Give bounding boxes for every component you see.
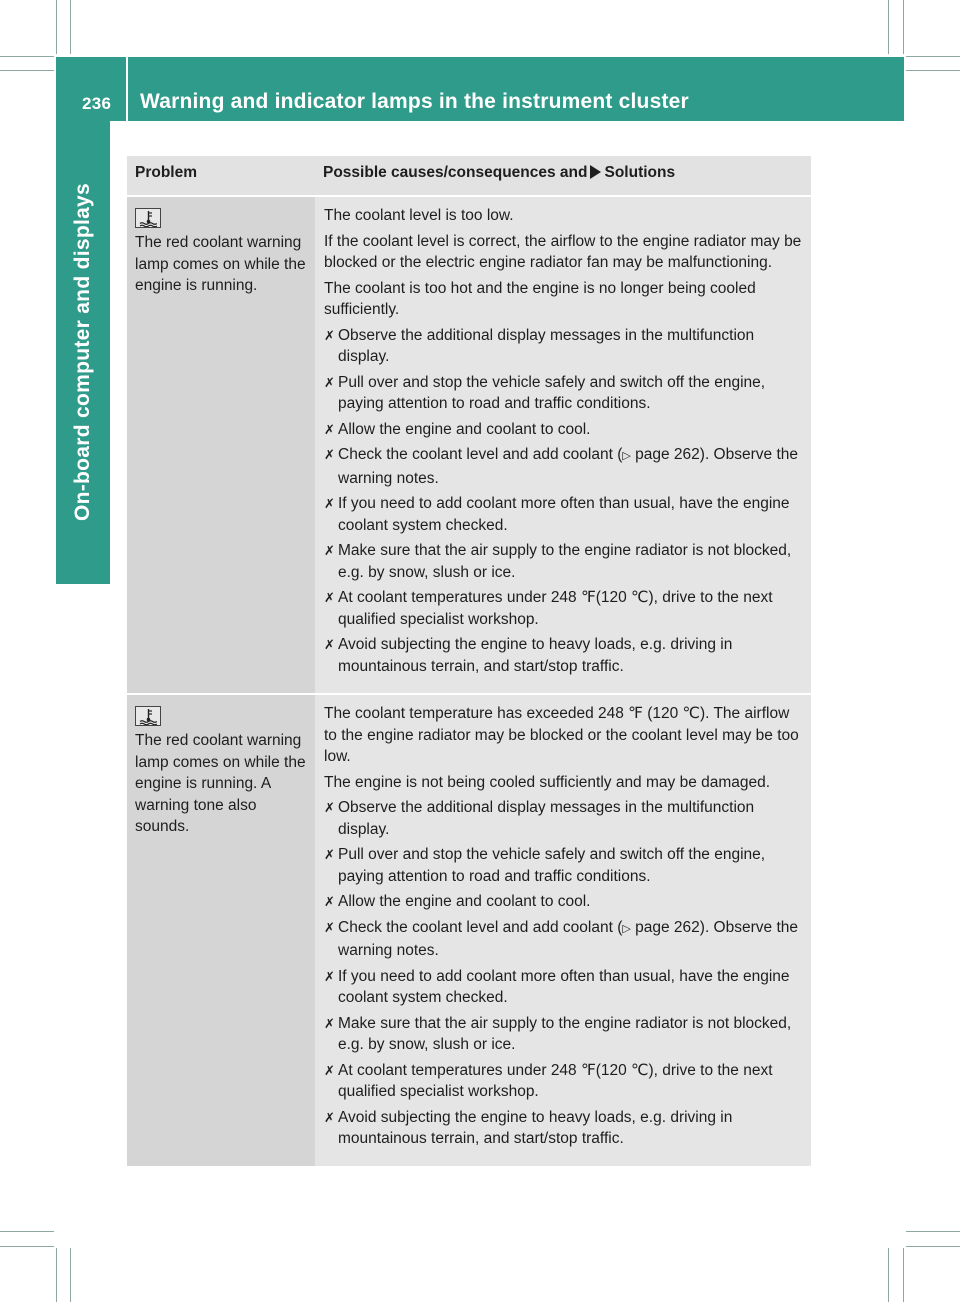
crop-mark [0,1231,54,1232]
crop-mark [56,1248,57,1302]
page-title: Warning and indicator lamps in the instrument cluster [140,90,689,113]
play-arrow-icon [590,165,601,179]
step-marker-icon: ✗ [324,1109,335,1125]
crop-mark [70,1248,71,1302]
solution-step [324,966,805,1009]
solution-step [324,587,805,630]
cause-paragraph: The coolant level is too low. [324,207,514,224]
step-marker-icon: ✗ [324,968,335,984]
step-text: Make sure that the air supply to the engine radiator is not blocked, e.g. by snow, slush or ice. [338,1014,792,1053]
step-text: At coolant temperatures under 248 ℉(120 ℃), drive to the next qualified specialist workshop. [338,589,773,628]
column-header-problem: Problem [127,156,315,196]
step-text: Check the coolant level and add coolant ( [338,918,623,936]
solution-step [324,493,805,536]
step-text: Make sure that the air supply to the engine radiator is not blocked, e.g. by snow, slush or ice. [338,542,792,581]
solution-step [324,634,805,677]
step-text: If you need to add coolant more often than usual, have the engine coolant system checked. [338,495,790,534]
step-marker-icon: ✗ [324,447,335,462]
crop-mark [903,0,904,54]
step-text: If you need to add coolant more often than usual, have the engine coolant system checked. [338,967,790,1006]
step-marker-icon: ✗ [324,1062,335,1078]
crop-mark [906,1246,960,1247]
solution-step [324,1060,805,1103]
step-marker-icon: ✗ [324,327,335,343]
cause-paragraph: The engine is not being cooled sufficiently and may be damaged. [324,773,771,791]
crop-mark [888,0,889,54]
table-row [127,196,811,694]
step-marker-icon: ✗ [324,919,335,935]
crop-mark [903,1248,904,1302]
solution-step [324,325,805,368]
solution-step [324,844,805,887]
solution-step [324,372,805,415]
coolant-temperature-icon [135,208,161,228]
column-header-solutions: Possible causes/consequences and Solutions [315,156,811,196]
cause-paragraph: The coolant temperature has exceeded 248 ℉ (120 ℃). The airflow to the engine radiator may be blocked or the coolant level may be too low. [324,705,799,765]
solution-step [324,1013,805,1056]
solution-step [324,1107,805,1150]
solution-step [324,917,805,962]
step-text: Allow the engine and coolant to cool. [338,420,591,438]
step-text: At coolant temperatures under 248 ℉(120 ℃), drive to the next qualified specialist workshop. [338,1061,773,1100]
step-marker-icon: ✗ [324,374,335,390]
problem-text: The red coolant warning lamp comes on while the engine is running. A warning tone also sounds. [135,732,306,835]
step-text: Observe the additional display messages in the multifunction display. [338,799,755,838]
solution-step [324,797,805,840]
table-row [127,694,811,1166]
step-text: Avoid subjecting the engine to heavy loads, e.g. driving in mountainous terrain, and start/stop traffic. [338,1108,733,1147]
page-reference: page 262). Observe the warning notes. [338,918,798,959]
coolant-temperature-icon [135,706,161,726]
step-text: Pull over and stop the vehicle safely and switch off the engine, paying attention to road and traffic conditions. [338,846,766,885]
page-reference: page 262). Observe the warning notes. [338,446,798,487]
cause-paragraph: If the coolant level is correct, the airflow to the engine radiator may be blocked or the electric engine radiator fan may be malfunctioning. [324,232,802,271]
step-text: Check the coolant level and add coolant ( [338,446,623,463]
crop-mark [70,0,71,54]
step-marker-icon: ✗ [324,543,335,558]
step-marker-icon: ✗ [324,1015,335,1031]
warning-lamp-table [127,156,811,1166]
step-marker-icon: ✗ [324,800,335,815]
page-number: 236 [82,94,112,113]
table-header-row [127,156,811,196]
crop-mark [0,56,54,57]
step-marker-icon: ✗ [324,496,335,511]
page-reference-icon: ▷ [622,450,631,462]
crop-mark [906,1231,960,1232]
step-marker-icon: ✗ [324,847,335,862]
cause-paragraph: The coolant is too hot and the engine is no longer being cooled sufficiently. [324,279,756,318]
solution-cell [315,196,811,694]
problem-cell [127,196,315,694]
crop-mark [906,70,960,71]
solution-step [324,419,805,441]
solution-step [324,891,805,913]
page-reference-icon: ▷ [622,922,631,935]
solution-step [324,540,805,583]
step-marker-icon: ✗ [324,894,335,909]
crop-mark [888,1248,889,1302]
step-text: Avoid subjecting the engine to heavy loads, e.g. driving in mountainous terrain, and start/stop traffic. [338,636,733,675]
step-text: Observe the additional display messages in the multifunction display. [338,326,755,365]
step-text: Allow the engine and coolant to cool. [338,893,591,910]
header-separator [126,57,128,121]
crop-mark [56,0,57,54]
chapter-tab-label: On-board computer and displays [71,182,94,522]
solution-cell [315,694,811,1166]
crop-mark [0,70,54,71]
crop-mark [906,56,960,57]
problem-text: The red coolant warning lamp comes on while the engine is running. [135,234,306,294]
step-text: Pull over and stop the vehicle safely and switch off the engine, paying attention to road and traffic conditions. [338,373,766,412]
step-marker-icon: ✗ [324,590,335,605]
solution-step [324,444,805,489]
step-marker-icon: ✗ [324,637,335,652]
step-marker-icon: ✗ [324,421,335,437]
problem-cell [127,694,315,1166]
crop-mark [0,1246,54,1247]
